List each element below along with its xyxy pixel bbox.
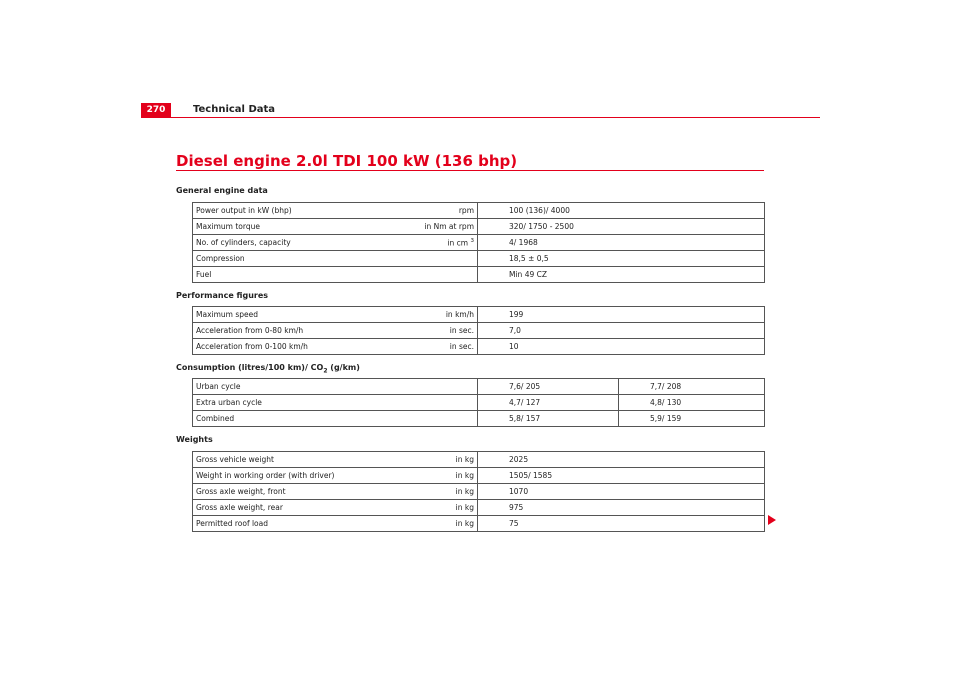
consumption-heading-unit: (g/km) [327,363,360,372]
table-row [193,307,765,323]
consumption-heading-subscript: 2 [323,367,328,375]
table-row [193,500,765,516]
table-row [193,484,765,500]
row-value-alt: 5,9/ 159 [619,411,765,427]
row-unit: in kg [455,455,474,464]
row-label: Acceleration from 0-80 km/h [196,326,304,335]
row-value-alt: 4,8/ 130 [619,395,765,411]
row-label: Acceleration from 0-100 km/h [196,342,308,351]
row-label: Gross vehicle weight [196,455,274,464]
row-unit: in cm [447,238,469,248]
row-unit: in sec. [449,342,474,351]
row-value: 975 [478,500,765,516]
row-value: 320/ 1750 - 2500 [478,219,765,235]
page-number: 270 [141,103,171,117]
row-unit: in kg [455,471,474,480]
table-row [193,323,765,339]
table-row [193,395,765,411]
row-unit: in kg [455,503,474,512]
table-row [193,452,765,468]
row-value: 199 [478,307,765,323]
row-unit: in kg [455,519,474,528]
row-value: 1070 [478,484,765,500]
row-label: Combined [196,414,235,423]
row-label: Gross axle weight, front [196,487,286,496]
section-heading-consumption [176,363,360,375]
section-heading-performance: Performance figures [176,291,269,300]
row-label: Gross axle weight, rear [196,503,283,512]
row-unit-superscript: 3 [470,237,474,244]
row-label: Fuel [196,270,212,279]
row-value: Min 49 CZ [478,267,765,283]
row-label: Weight in working order (with driver) [196,471,335,480]
row-label: Urban cycle [196,382,241,391]
row-unit: in km/h [445,310,474,319]
table-row [193,516,765,532]
table-row [193,235,765,251]
table-row [193,267,765,283]
row-value-alt: 7,7/ 208 [619,379,765,395]
row-unit: in Nm at rpm [424,222,474,231]
row-label: Maximum speed [196,310,258,319]
header-divider [141,117,820,118]
table-row [193,219,765,235]
row-value: 1505/ 1585 [478,468,765,484]
row-unit: rpm [458,206,474,215]
table-row [193,379,765,395]
row-value: 4,7/ 127 [478,395,619,411]
continue-arrow-icon [768,515,776,525]
row-unit: in kg [455,487,474,496]
row-value: 7,6/ 205 [478,379,619,395]
row-label: Permitted roof load [196,519,269,528]
table-row [193,251,765,267]
row-unit: in sec. [449,326,474,335]
table-row [193,411,765,427]
performance-table [192,306,765,355]
row-value: 4/ 1968 [478,235,765,251]
row-value: 18,5 ± 0,5 [478,251,765,267]
row-value: 10 [478,339,765,355]
row-label: Power output in kW (bhp) [196,206,292,215]
section-heading-weights: Weights [176,435,213,444]
weights-table [192,451,765,532]
running-header-title: Technical Data [193,104,276,115]
consumption-table [192,378,765,427]
row-label: Extra urban cycle [196,398,262,407]
title-divider [176,170,764,171]
table-row [193,468,765,484]
general-engine-table [192,202,765,283]
row-label: Compression [196,254,245,263]
row-value: 5,8/ 157 [478,411,619,427]
row-label: Maximum torque [196,222,260,231]
row-value: 75 [478,516,765,532]
page-title: Diesel engine 2.0l TDI 100 kW (136 bhp) [176,152,518,170]
table-row [193,203,765,219]
row-label: No. of cylinders, capacity [196,237,291,247]
table-row [193,339,765,355]
section-heading-general: General engine data [176,186,268,195]
row-value: 100 (136)/ 4000 [478,203,765,219]
consumption-heading-main: Consumption (litres/100 km)/ CO [176,363,324,372]
row-value: 2025 [478,452,765,468]
row-value: 7,0 [478,323,765,339]
